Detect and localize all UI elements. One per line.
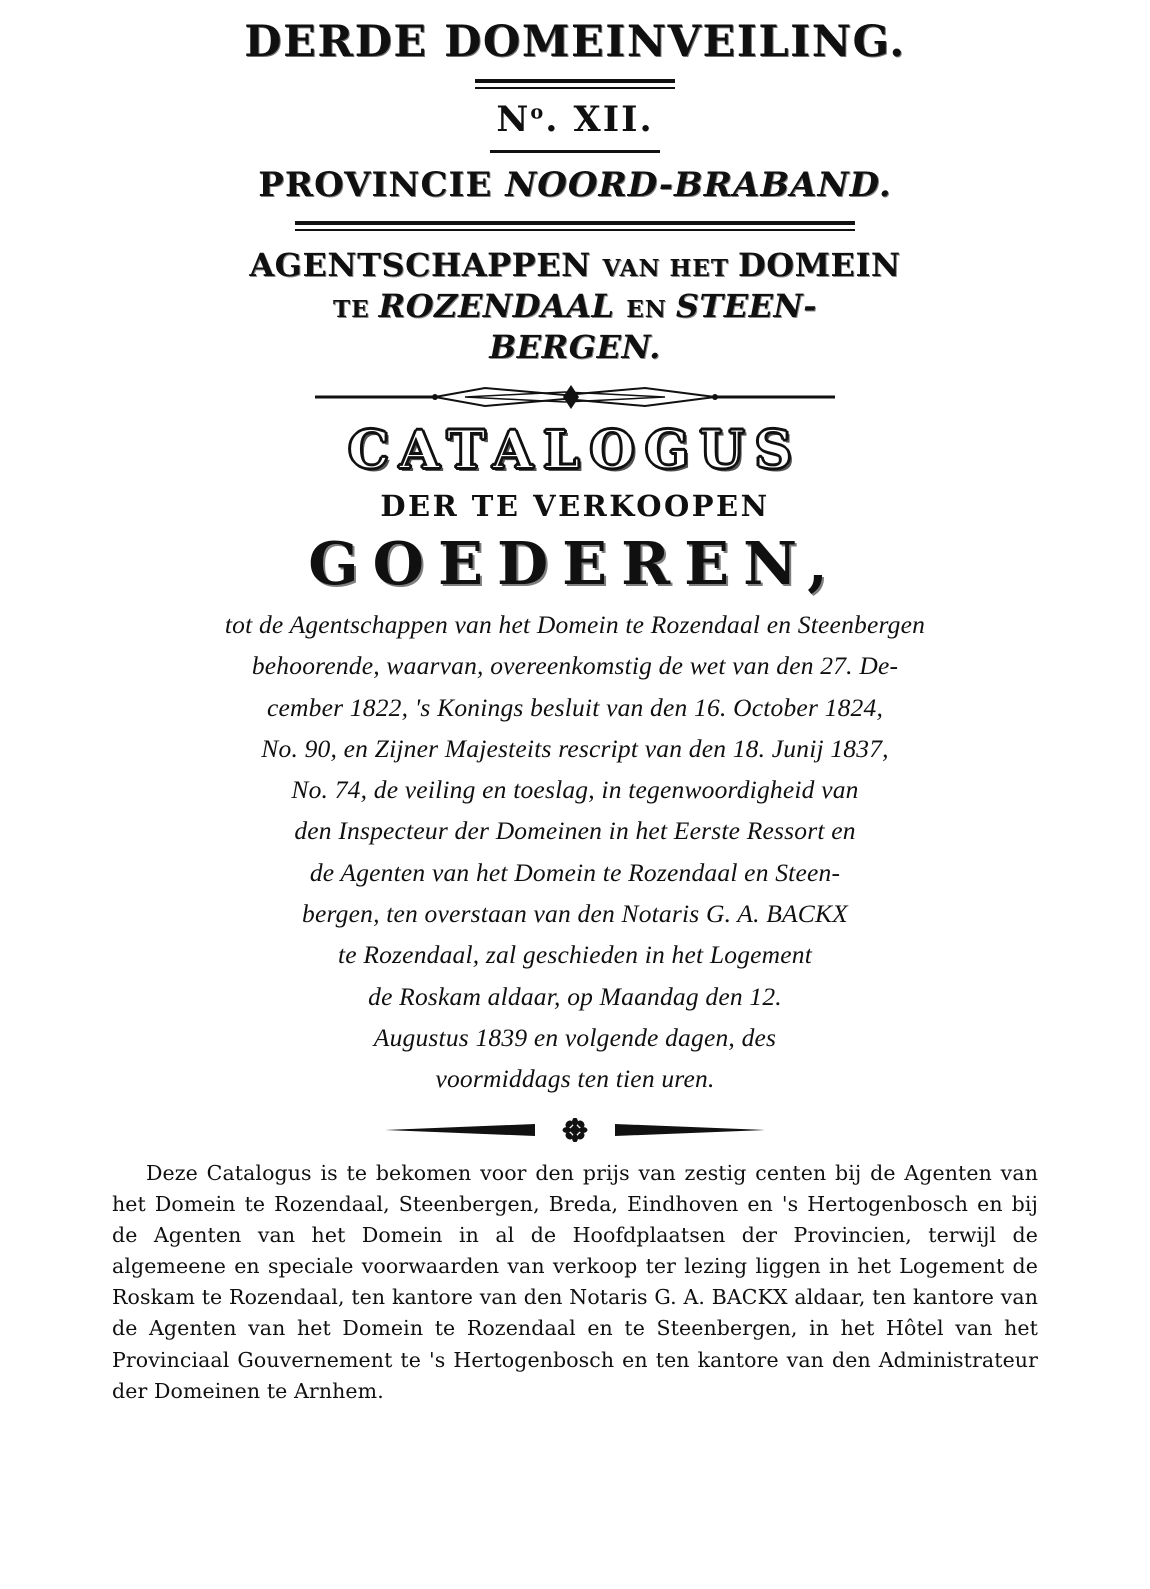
main-paragraph-line: tot de Agentschappen van het Domein te Rozendaal en Steenbergen <box>224 610 926 639</box>
agency-word-vanhet: VAN HET <box>602 255 738 283</box>
main-paragraph-line: te Rozendaal, zal geschieden in het Logement <box>337 940 813 970</box>
main-paragraph-line: No. 74, de veiling en toeslag, in tegenwoordigheid van <box>291 775 859 805</box>
divider-rule-3 <box>295 221 855 231</box>
province-name: NOORD-BRABAND. <box>505 165 892 206</box>
main-paragraph-line: Augustus 1839 en volgende dagen, des <box>373 1022 777 1052</box>
ornament-divider-2 <box>90 1118 1060 1142</box>
main-paragraph-line: No. 90, en Zijner Majesteits rescript van den 18. Junij 1837, <box>261 733 889 763</box>
province-label: PROVINCIE <box>258 165 506 206</box>
main-paragraph-line: de Agenten van het Domein te Rozendaal en Steen- <box>309 857 841 887</box>
main-paragraph-line: behoorende, waarvan, overeenkomstig de wet van den 27. De- <box>251 651 899 681</box>
ornament-divider-1 <box>90 384 1060 410</box>
goederen-heading: GOEDEREN, <box>308 529 842 598</box>
divider-rule-1 <box>475 79 675 89</box>
agency-heading-line-2 <box>90 286 1060 327</box>
main-paragraph-line: bergen, ten overstaan van den Notaris G. A. BACKX <box>302 899 848 929</box>
ornament-asterisk-icon <box>385 1118 765 1142</box>
main-paragraph-line: de Roskam aldaar, op Maandag den 12. <box>368 981 782 1011</box>
agency-place-rozendaal: ROZENDAAL <box>378 287 627 326</box>
agency-word-domein: DOMEIN <box>738 246 901 285</box>
agency-word-te: TE <box>332 296 379 324</box>
subtitle-der-te-verkoopen: DER TE VERKOOPEN <box>380 489 770 523</box>
province-heading <box>90 165 1060 205</box>
divider-rule-2 <box>490 150 660 153</box>
agency-heading-line-1 <box>90 245 1060 286</box>
footer-paragraph: Deze Catalogus is te bekomen voor den prijs van zestig centen bij de Agenten van het Domein te Rozendaal, Steenbergen, Breda, Eindhoven en 's Hertogenbosch en bij de Agenten van het Domein in al de Hoofdplaatsen der Provincien, terwijl de algemeene en speciale voorwaarden van verkoop ter lezing liggen in het Logement de Roskam te Rozendaal, ten kantore van den Notaris G. A. BACKX aldaar, ten kantore van de Agenten van het Domein te Rozendaal en te Steenbergen, in het Hôtel van het Provinciaal Gouvernement te 's Hertogenbosch en ten kantore van den Administrateur der Domeinen te Arnhem. <box>112 1160 1038 1403</box>
main-paragraph-line: voormiddags ten tien uren. <box>435 1064 715 1094</box>
agency-word-agentschappen: AGENTSCHAPPEN <box>249 246 603 285</box>
catalogue-number-ordinal: o <box>530 100 546 124</box>
page-title: DERDE DOMEINVEILING. <box>244 17 906 67</box>
catalogue-number-value: . XII. <box>545 99 654 141</box>
main-paragraph-line: den Inspecteur der Domeinen in het Eerste Ressort en <box>294 816 856 846</box>
main-paragraph <box>120 604 1030 1100</box>
agency-place-steenbergen-part2: BERGEN. <box>489 328 661 367</box>
catalogue-number <box>90 99 1060 140</box>
agency-place-steenbergen-part1: STEEN- <box>675 287 818 326</box>
ornament-flourish-icon <box>315 384 835 410</box>
main-paragraph-line: cember 1822, 's Konings besluit van den 16. October 1824, <box>266 692 884 722</box>
agency-word-en: EN <box>626 296 676 324</box>
catalogus-heading: CATALOGUS <box>347 420 803 481</box>
agency-heading <box>90 245 1060 368</box>
page-bottom-margin <box>90 1407 1060 1577</box>
catalogue-number-prefix: N <box>496 99 531 141</box>
